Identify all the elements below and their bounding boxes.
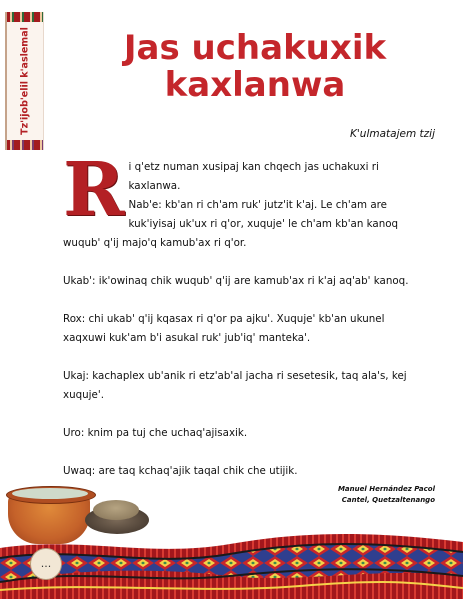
- author-signature: [338, 484, 435, 506]
- section-side-label: Tz'ijob'elil k'aslemal: [19, 27, 31, 135]
- page-title-line-1: Jas uchakuxik: [123, 28, 387, 68]
- author-place: Cantel, Quetzaltenango: [341, 496, 435, 504]
- paragraph-ukaj: Ukaj: kachaplex ub'anik ri etz'ab'al jacha ri sesetesik, taq ala's, kej xuquje'.: [63, 370, 407, 401]
- paragraph-intro: [63, 147, 428, 253]
- bread-illustration: [93, 500, 139, 520]
- paragraph-ukab: Ukab': ik'owinaq chik wuqub' q'ij are kamub'ax ri k'aj aq'ab' kanoq.: [63, 275, 409, 287]
- woven-band-bottom: [7, 140, 43, 150]
- paragraph-intro-text: i q'etz numan xusipaj kan chqech jas uchakuxi ri kaxlanwa.: [128, 161, 379, 192]
- woven-textile-border: [0, 528, 463, 599]
- drop-cap: R: [63, 147, 125, 233]
- paragraph-nabe-text: Nab'e: kb'an ri ch'am ruk' jutz'it k'aj. Le ch'am are kuk'iyisaj uk'ux ri q'or, xuquje' le ch'am kb'an kanoq wuqub' q'ij majo'q kamub'ax ri q'or.: [63, 199, 399, 249]
- section-side-tab: [5, 12, 44, 150]
- paragraph-uro: Uro: knim pa tuj che uchaq'ajisaxik.: [63, 427, 248, 439]
- woven-band-top: [7, 12, 43, 22]
- page-title: [70, 30, 440, 104]
- genre-subtitle: K'ulmatajem tzij: [350, 128, 435, 140]
- page-title-line-2: kaxlanwa: [164, 65, 346, 105]
- paragraph-rox: Rox: chi ukab' q'ij kqasax ri q'or pa ajku'. Xuquje' kb'an ukunel xaqxuwi kuk'am b'i asukal ruk' jub'iq' manteka'.: [63, 313, 385, 344]
- article-body: [63, 147, 428, 500]
- paragraph-uwaq: Uwaq: are taq kchaq'ajik taqal chik che utijik.: [63, 465, 298, 477]
- page-ornament-badge: ...: [30, 548, 62, 580]
- bowl-water: [12, 488, 88, 499]
- author-name: Manuel Hernández Pacol: [337, 485, 435, 493]
